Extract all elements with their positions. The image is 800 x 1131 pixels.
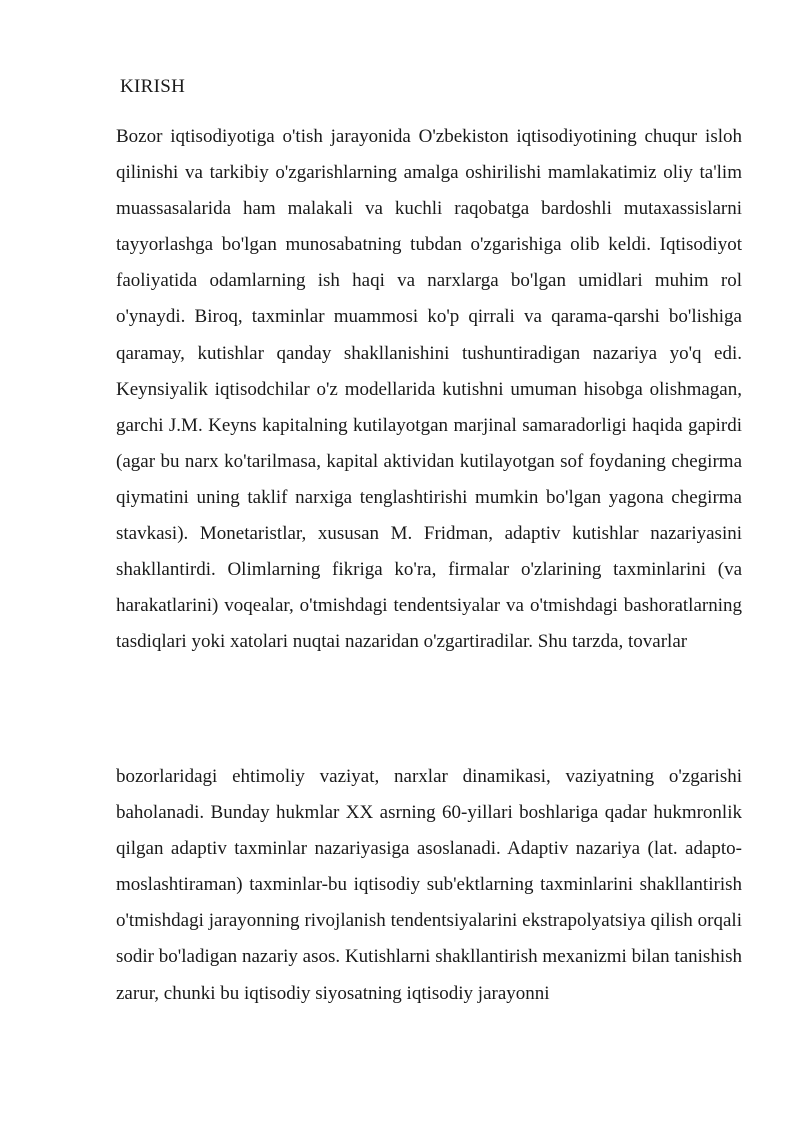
body-paragraph-2: bozorlaridagi ehtimoliy vaziyat, narxlar dinamikasi, vaziyatning o'zgarishi baholanadi. Bunday hukmlar XX asrning 60-yillari boshlariga qadar hukmronlik qilgan adaptiv taxminlar nazariyasiga asoslanadi. Adaptiv nazariya (lat. adapto- moslashtiraman) taxminlar-bu iqtisodiy sub'ektlarning taxminlarini shakllantirish o'tmishdagi jarayonning rivojlanish tendentsiyalarini ekstrapolyatsiya qilish orqali sodir bo'ladigan nazariy asos. Kutishlarni shakllantirish mexanizmi bilan tanishish zarur, chunki bu iqtisodiy siyosatning iqtisodiy jarayonni — [116, 766, 742, 1004]
section-heading: KIRISH — [120, 76, 186, 97]
body-paragraph-1: Bozor iqtisodiyotiga o'tish jarayonida O'zbekiston iqtisodiyotining chuqur isloh qilinishi va tarkibiy o'zgarishlarning amalga oshirilishi mamlakatimiz oliy ta'lim muassasalarida ham malakali va kuchli raqobatga bardoshli mutaxassislarni tayyorlashga bo'lgan munosabatning tubdan o'zgarishiga olib keldi. Iqtisodiyot faoliyatida odamlarning ish haqi va narxlarga bo'lgan umidlari muhim rol o'ynaydi. Biroq, taxminlar muammosi ko'p qirrali va qarama-qarshi bo'lishiga qaramay, kutishlar qanday shakllanishini tushuntiradigan nazariya yo'q edi. Keynsiyalik iqtisodchilar o'z modellarida kutishni umuman hisobga olishmagan, garchi J.M. Keyns kapitalning kutilayotgan marjinal samaradorligi haqida gapirdi (agar bu narx ko'tarilmasa, kapital aktividan kutilayotgan sof foydaning chegirma qiymatini uning taklif narxiga tenglashtirishi mumkin bo'lgan yagona chegirma stavkasi). Monetaristlar, xususan M. Fridman, adaptiv kutishlar nazariyasini shakllantirdi. Olimlarning fikriga ko'ra, firmalar o'zlarining taxminlarini (va harakatlarini) voqealar, o'tmishdagi tendentsiyalar va o'tmishdagi bashoratlarning tasdiqlari yoki xatolari nuqtai nazaridan o'zgartiradilar. Shu tarzda, tovarlar — [116, 126, 742, 653]
